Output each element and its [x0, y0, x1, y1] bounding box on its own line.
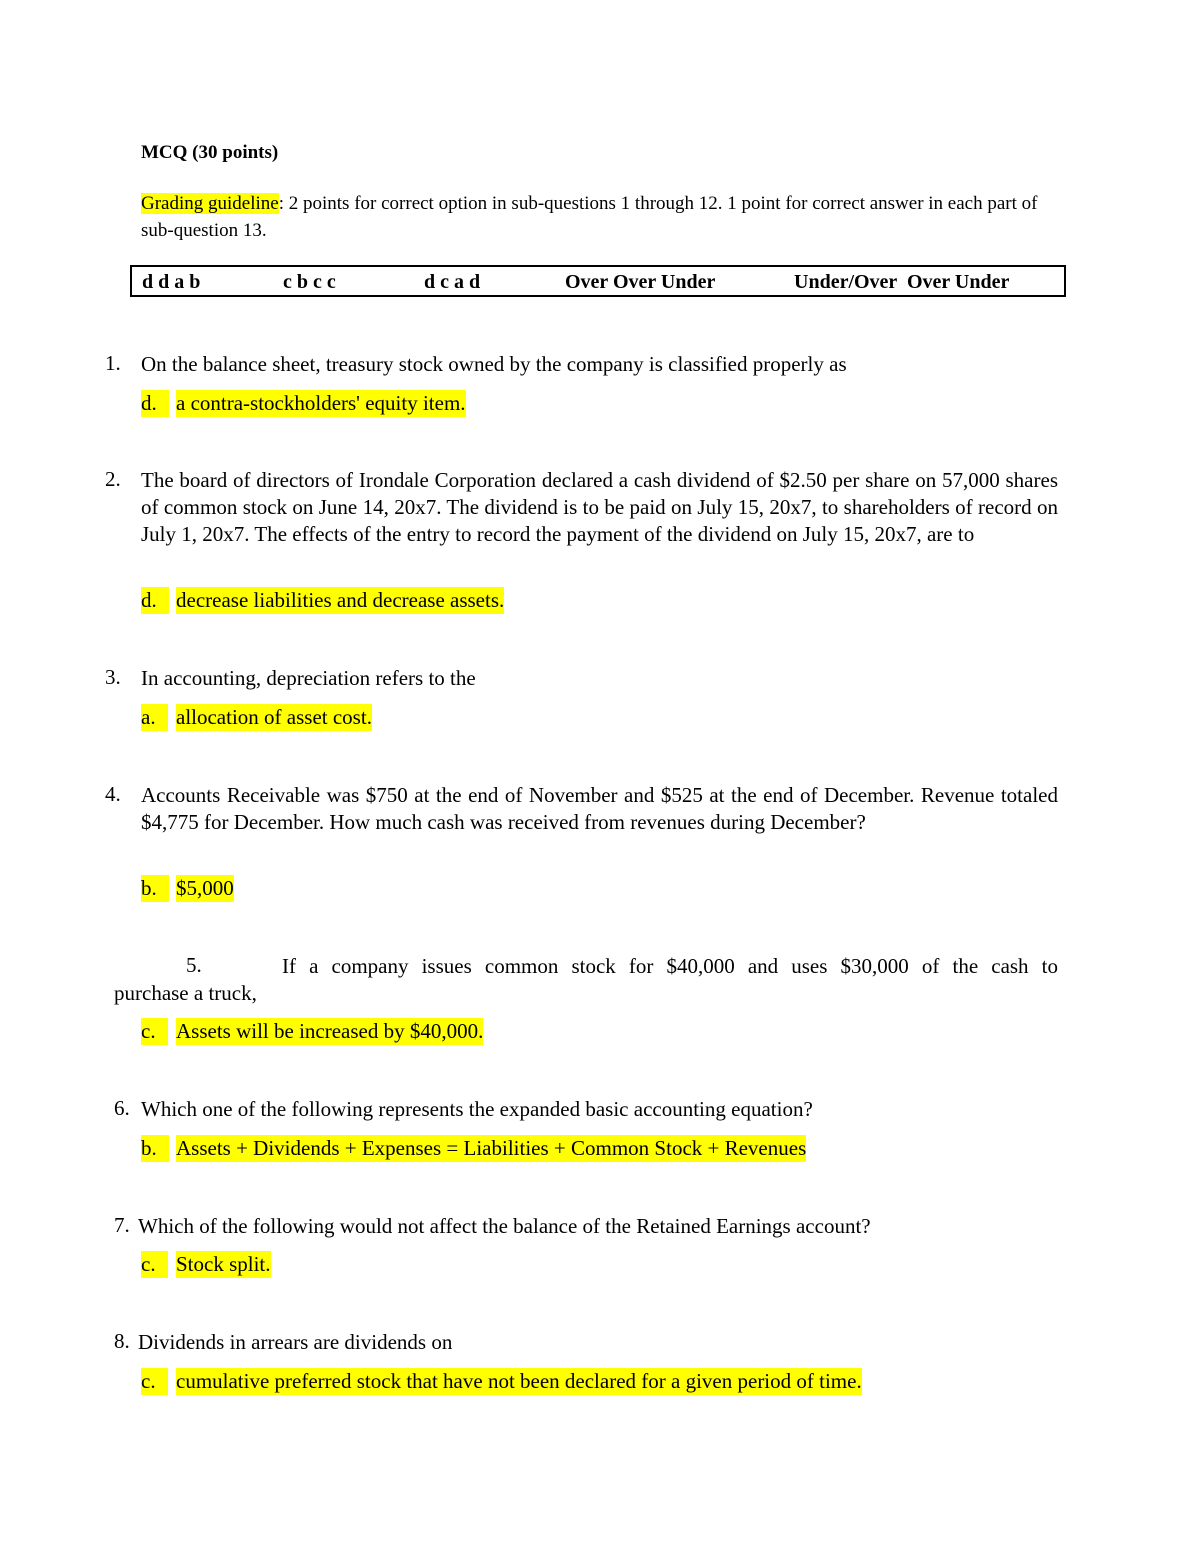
- answer-letter: d.: [141, 390, 169, 417]
- guideline-label: Grading guideline: [141, 193, 279, 214]
- answer-text: cumulative preferred stock that have not been declared for a given period of time.: [176, 1369, 862, 1393]
- answer-letter: a.: [141, 704, 168, 731]
- question-text: Which one of the following represents the expanded basic accounting equation?: [141, 1097, 813, 1121]
- answer-key-group-3: d c a d: [424, 271, 481, 293]
- question-number: 4.: [105, 782, 121, 806]
- answer-letter: b.: [141, 875, 169, 902]
- question-number: 8.: [114, 1329, 130, 1353]
- question-number: 6.: [114, 1096, 130, 1120]
- guideline-text: : 2 points for correct option in sub-questions 1 through 12. 1 point for correct answer in each part of sub-question 13.: [141, 193, 1038, 241]
- answer-text: Assets will be increased by $40,000.: [176, 1019, 484, 1043]
- grading-guideline: [141, 190, 1056, 244]
- question-number: 1.: [105, 351, 121, 375]
- answer-letter: b.: [141, 1135, 169, 1162]
- question-text-continued: purchase a truck,: [114, 981, 257, 1005]
- answer-letter: d.: [141, 587, 169, 614]
- question-text: On the balance sheet, treasury stock owned by the company is classified properly as: [141, 352, 847, 376]
- answer-text: decrease liabilities and decrease assets.: [176, 588, 505, 612]
- question-text: In accounting, depreciation refers to the: [141, 666, 476, 690]
- answer-key-box: [130, 265, 1066, 297]
- question-text: Which of the following would not affect the balance of the Retained Earnings account?: [138, 1214, 871, 1238]
- question-number: 7.: [114, 1213, 130, 1237]
- answer-text: Assets + Dividends + Expenses = Liabilities + Common Stock + Revenues: [176, 1136, 807, 1160]
- question-number: 2.: [105, 467, 121, 491]
- question-text: Accounts Receivable was $750 at the end of November and $525 at the end of December. Revenue totaled $4,775 for December. How much cash was received from revenues during December?: [141, 783, 1058, 834]
- answer-letter: c.: [141, 1251, 168, 1278]
- answer-key-group-2: c b c c: [283, 271, 336, 293]
- answer-letter: c.: [141, 1018, 168, 1045]
- page-title: MCQ (30 points): [141, 142, 279, 163]
- answer-text: a contra-stockholders' equity item.: [176, 391, 466, 415]
- question-text: If a company issues common stock for $40,000 and uses $30,000 of the cash to: [282, 954, 1058, 978]
- question-text: Dividends in arrears are dividends on: [138, 1330, 453, 1354]
- answer-text: $5,000: [176, 876, 234, 900]
- answer-letter: c.: [141, 1368, 168, 1395]
- answer-key-group-5: Under/Over Over Under: [794, 271, 1010, 293]
- question-text: The board of directors of Irondale Corporation declared a cash dividend of $2.50 per share on 57,000 shares of common stock on June 14, 20x7. The dividend is to be paid on July 15, 20x7, to shareholders of record on July 1, 20x7. The effects of the entry to record the payment of the dividend on July 15, 20x7, are to: [141, 468, 1058, 546]
- question-number: 3.: [105, 665, 121, 689]
- question-number: 5.: [186, 953, 202, 977]
- answer-key-group-4: Over Over Under: [565, 271, 716, 293]
- answer-key-group-1: d d a b: [142, 271, 201, 293]
- answer-text: Stock split.: [176, 1252, 271, 1276]
- answer-text: allocation of asset cost.: [176, 705, 372, 729]
